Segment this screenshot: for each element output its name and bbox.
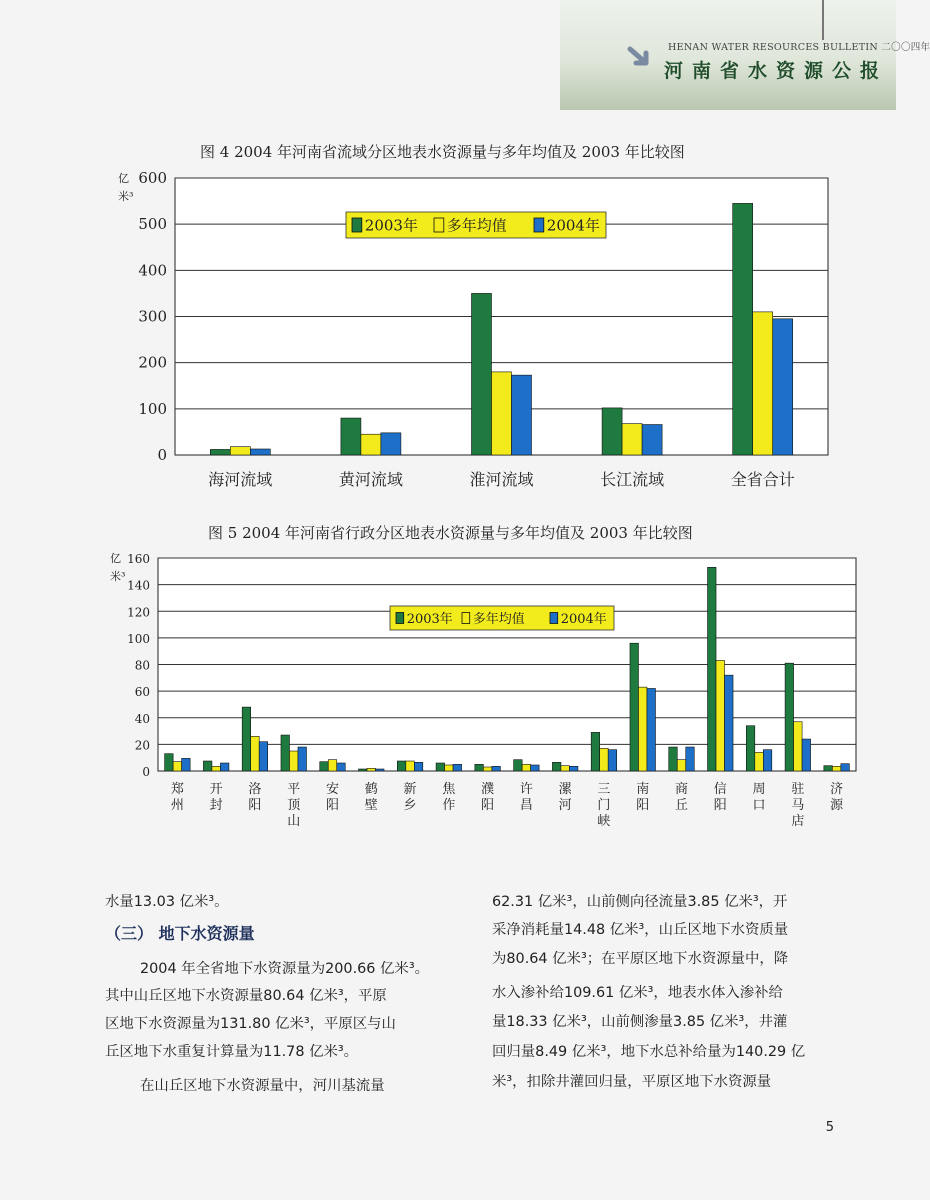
right-line-2: 采净消耗量14.48 亿米³，山丘区地下水资质量 — [492, 922, 789, 938]
bar — [483, 767, 492, 771]
bar — [755, 752, 764, 771]
y-tick-label: 200 — [138, 353, 167, 372]
x-category-label: 昌 — [519, 798, 533, 813]
x-category-label: 鹤 — [364, 782, 378, 797]
bar — [281, 735, 290, 771]
bar — [591, 732, 600, 771]
right-line-1: 62.31 亿米³，山前侧向径流量3.85 亿米³，开 — [492, 894, 788, 910]
x-category-label: 长江流域 — [600, 470, 665, 489]
x-category-label: 乡 — [403, 798, 417, 813]
x-category-label: 丘 — [674, 798, 689, 813]
bar — [359, 769, 368, 771]
left-line-3: 其中山丘区地下水资源量80.64 亿米³，平原 — [105, 988, 387, 1004]
bar — [367, 768, 376, 771]
y-tick-label: 0 — [142, 765, 150, 779]
bar — [182, 758, 191, 771]
x-category-label: 阳 — [481, 798, 495, 813]
bar — [376, 769, 385, 771]
x-category-label: 山 — [287, 814, 301, 829]
x-category-label: 顶 — [287, 798, 301, 813]
section-heading: （三） 地下水资源量 — [105, 924, 255, 943]
y-tick-label: 160 — [127, 552, 150, 566]
bar — [600, 748, 609, 771]
bar — [514, 760, 523, 771]
bar — [841, 764, 850, 771]
x-category-label: 信 — [713, 782, 727, 797]
bar — [251, 736, 260, 771]
legend-swatch — [396, 613, 404, 624]
bulletin-en-name: HENAN WATER RESOURCES BULLETIN — [668, 42, 879, 53]
y-tick-label: 80 — [134, 658, 150, 673]
bar — [173, 762, 182, 771]
x-category-label: 南 — [636, 782, 650, 797]
x-category-label: 焦 — [442, 782, 456, 797]
bar — [397, 761, 406, 771]
bar — [638, 687, 647, 771]
x-category-label: 口 — [752, 798, 766, 813]
bar — [763, 750, 772, 771]
bar — [328, 760, 337, 771]
x-category-label: 济 — [830, 782, 844, 797]
bar — [832, 766, 841, 771]
x-category-label: 峡 — [597, 814, 611, 829]
y-axis-label: 米³ — [110, 570, 126, 583]
x-category-label: 海河流域 — [208, 470, 273, 489]
legend-label: 多年均值 — [446, 216, 507, 235]
y-tick-label: 400 — [138, 261, 167, 280]
x-category-label: 安 — [325, 782, 340, 797]
x-category-label: 新 — [403, 782, 417, 797]
page-number: 5 — [825, 1120, 834, 1135]
legend-label: 2004年 — [546, 216, 600, 235]
x-category-label: 许 — [519, 782, 533, 797]
x-category-label: 漯 — [558, 782, 572, 797]
bar — [802, 739, 811, 771]
left-line-1: 水量13.03 亿米³。 — [105, 894, 229, 910]
x-category-label: 店 — [791, 814, 805, 829]
x-category-label: 阳 — [248, 798, 262, 813]
bar — [785, 663, 794, 771]
bar — [259, 742, 268, 771]
bar — [165, 754, 174, 771]
bar — [647, 688, 656, 771]
legend-label: 多年均值 — [472, 611, 525, 627]
right-line-7: 米³，扣除井灌回归量，平原区地下水资源量 — [492, 1074, 772, 1090]
bar — [552, 762, 561, 771]
legend-label: 2004年 — [560, 611, 607, 627]
bar — [630, 643, 639, 771]
x-category-label: 阳 — [636, 798, 650, 813]
left-line-2: 2004 年全省地下水资源量为200.66 亿米³。 — [140, 961, 429, 977]
bar — [561, 766, 570, 771]
right-line-4: 水入渗补给109.61 亿米³，地表水体入渗补给 — [492, 985, 783, 1001]
x-category-label: 作 — [442, 798, 456, 813]
x-category-label: 开 — [209, 782, 223, 797]
bar — [746, 726, 755, 771]
y-axis-label: 亿 — [118, 172, 129, 185]
y-tick-label: 140 — [127, 578, 150, 593]
x-category-label: 周 — [752, 782, 766, 797]
x-category-label: 濮 — [481, 782, 495, 797]
left-line-5: 丘区地下水重复计算量为11.78 亿米³。 — [105, 1044, 359, 1060]
bar — [725, 675, 734, 771]
x-category-label: 阳 — [713, 798, 727, 813]
right-line-6: 回归量8.49 亿米³，地下水总补给量为140.29 亿 — [492, 1044, 806, 1060]
y-tick-label: 600 — [138, 169, 167, 187]
bar — [289, 751, 298, 771]
figure4-title: 图 4 2004 年河南省流域分区地表水资源量与多年均值及 2003 年比较图 — [200, 143, 685, 161]
x-category-label: 州 — [170, 798, 184, 813]
legend-swatch — [550, 613, 558, 624]
bar — [242, 707, 251, 771]
x-category-label: 马 — [791, 798, 805, 813]
bar — [608, 750, 617, 771]
y-tick-label: 40 — [134, 711, 150, 726]
x-category-label: 郑 — [170, 782, 184, 797]
bar — [337, 763, 346, 771]
y-tick-label: 500 — [138, 215, 167, 234]
x-category-label: 三 — [597, 782, 611, 797]
x-category-label: 黄河流域 — [338, 470, 403, 489]
left-line-6: 在山丘区地下水资源量中，河川基流量 — [140, 1078, 385, 1094]
figure5-title: 图 5 2004 年河南省行政分区地表水资源量与多年均值及 2003 年比较图 — [208, 524, 693, 542]
legend-label: 2003年 — [406, 611, 453, 627]
bar — [320, 762, 329, 771]
x-category-label: 全省合计 — [730, 470, 795, 489]
y-tick-label: 120 — [127, 605, 150, 620]
y-tick-label: 300 — [138, 307, 167, 326]
y-axis-label: 亿 — [110, 552, 121, 565]
bar — [406, 761, 415, 771]
bulletin-cn-title: 河南省水资源公报 — [664, 60, 889, 82]
bar — [669, 747, 678, 771]
y-axis-label: 米³ — [118, 190, 134, 203]
bar — [492, 766, 501, 771]
bar — [298, 747, 307, 771]
bar — [203, 761, 212, 771]
x-category-label: 平 — [287, 782, 301, 797]
bulletin-year: 二〇〇四年 — [881, 42, 930, 53]
x-category-label: 门 — [597, 798, 611, 813]
x-category-label: 阳 — [325, 798, 340, 813]
bar — [220, 763, 229, 771]
y-tick-label: 20 — [134, 738, 150, 753]
legend-label: 2003年 — [364, 216, 418, 235]
legend-swatch — [462, 613, 470, 624]
bar — [708, 567, 717, 771]
right-line-5: 量18.33 亿米³，山前侧渗量3.85 亿米³，井灌 — [492, 1014, 788, 1030]
bar — [436, 763, 445, 771]
bar — [677, 760, 686, 771]
y-tick-label: 100 — [138, 399, 167, 418]
x-category-label: 洛 — [248, 782, 262, 797]
bar — [716, 661, 725, 771]
y-tick-label: 100 — [127, 631, 150, 646]
y-tick-label: 60 — [134, 685, 150, 700]
bar — [212, 766, 221, 771]
bar — [531, 765, 540, 771]
x-category-label: 驻 — [791, 782, 805, 797]
x-category-label: 封 — [209, 798, 223, 813]
right-line-3: 为80.64 亿米³；在平原区地下水资源量中，降 — [492, 951, 789, 967]
bar — [824, 766, 833, 771]
x-category-label: 源 — [830, 798, 844, 813]
y-tick-label: 0 — [157, 446, 167, 464]
bar — [794, 722, 803, 771]
bar — [453, 764, 462, 771]
bar — [414, 762, 423, 771]
bar — [522, 764, 531, 771]
x-category-label: 壁 — [364, 798, 378, 813]
x-category-label: 淮河流域 — [469, 470, 534, 489]
x-category-label: 河 — [558, 798, 572, 813]
bar — [475, 764, 484, 771]
left-line-4: 区地下水资源量为131.80 亿米³，平原区与山 — [105, 1016, 396, 1032]
bar — [445, 765, 454, 771]
bar — [569, 766, 578, 771]
x-category-label: 商 — [674, 782, 689, 797]
bar — [686, 747, 695, 771]
